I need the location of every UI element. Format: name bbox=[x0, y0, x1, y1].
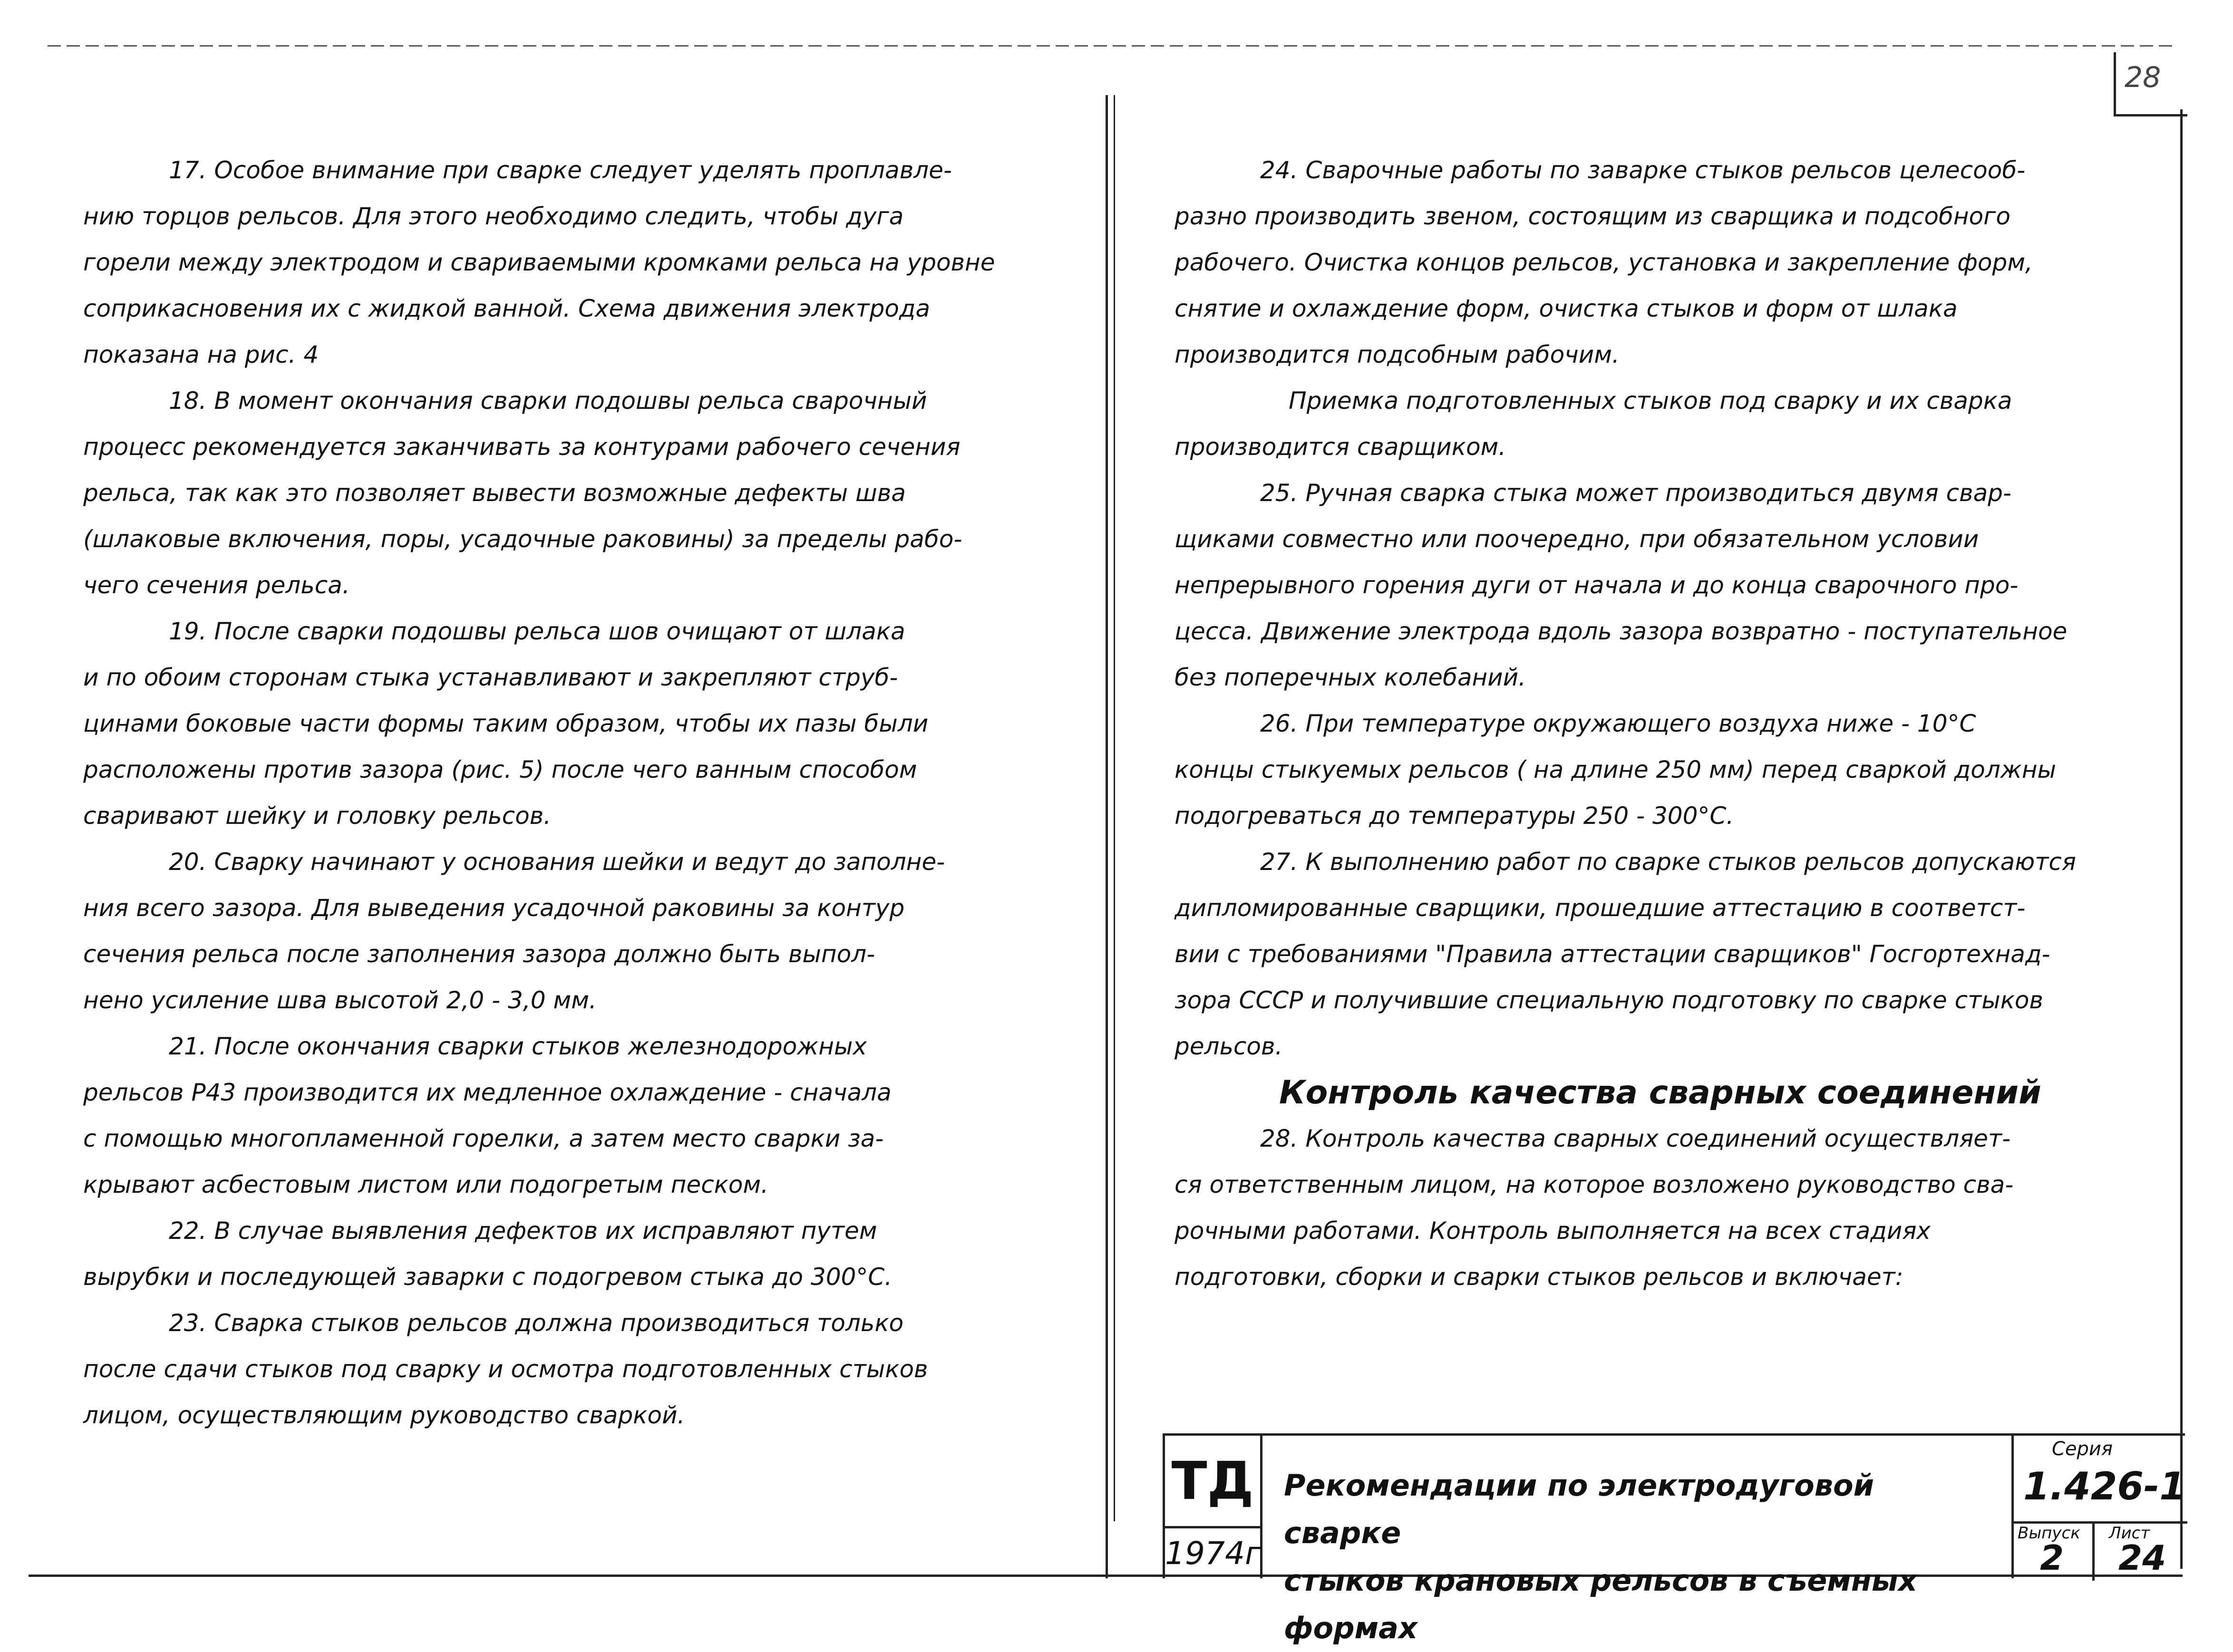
sheet-label: Лист bbox=[2109, 1524, 2150, 1543]
series-box bbox=[2011, 1436, 2187, 1578]
text-line: вии с требованиями "Правила аттестации сварщиков" Госгортехнад- bbox=[1175, 940, 2050, 968]
text-line: 25. Ручная сварка стыка может производиться двумя свар- bbox=[1260, 479, 2012, 507]
text-line: горели между электродом и свариваемыми кромками рельса на уровне bbox=[83, 249, 995, 276]
text-line: 27. К выполнению работ по сварке стыков рельсов допускаются bbox=[1260, 848, 2076, 876]
title-line: Рекомендации по электродуговой сварке bbox=[1284, 1468, 1874, 1550]
text-line: нено усиление шва высотой 2,0 - 3,0 мм. bbox=[83, 986, 597, 1014]
text-line: расположены против зазора (рис. 5) после чего ванным способом bbox=[83, 756, 917, 783]
text-line: 17. Особое внимание при сварке следует уделять проплавле- bbox=[169, 156, 952, 184]
section-heading: Контроль качества сварных соединений bbox=[1279, 1074, 2041, 1111]
text-line: рельса, так как это позволяет вывести возможные дефекты шва bbox=[83, 479, 906, 507]
text-line: вырубки и последующей заварки с подогревом стыка до 300°С. bbox=[83, 1263, 893, 1291]
column-divider bbox=[1106, 95, 1108, 1578]
text-line: 28. Контроль качества сварных соединений осуществляет- bbox=[1260, 1125, 2011, 1152]
text-line: производится сварщиком. bbox=[1175, 433, 1506, 461]
text-line: рочными работами. Контроль выполняется на всех стадиях bbox=[1175, 1217, 1931, 1245]
page-number-box bbox=[2114, 52, 2187, 116]
text-line: щиками совместно или поочередно, при обязательном условии bbox=[1175, 525, 1979, 553]
title-block bbox=[1163, 1433, 2186, 1645]
text-line: 21. После окончания сварки стыков железнодорожных bbox=[169, 1033, 867, 1060]
series-label: Серия bbox=[2052, 1438, 2113, 1460]
text-line: рабочего. Очистка концов рельсов, установка и закрепление форм, bbox=[1175, 249, 2033, 276]
text-line: ния всего зазора. Для выведения усадочной раковины за контур bbox=[83, 894, 905, 922]
text-line: рельсов Р43 производится их медленное охлаждение - сначала bbox=[83, 1079, 892, 1106]
right-column bbox=[1175, 147, 2076, 1300]
text-line: лицом, осуществляющим руководство сваркой. bbox=[83, 1401, 685, 1429]
text-line: цесса. Движение электрода вдоль зазора возвратно - поступательное bbox=[1175, 618, 2068, 645]
text-line: после сдачи стыков под сварку и осмотра подготовленных стыков bbox=[83, 1355, 928, 1383]
sheet-value: 24 bbox=[2118, 1538, 2166, 1578]
text-line: процесс рекомендуется заканчивать за контурами рабочего сечения bbox=[83, 433, 961, 461]
text-line: 23. Сварка стыков рельсов должна производиться только bbox=[169, 1309, 904, 1337]
text-line: снятие и охлаждение форм, очистка стыков и форм от шлака bbox=[1175, 295, 1958, 322]
text-line: подогреваться до температуры 250 - 300°С. bbox=[1175, 802, 1734, 830]
text-line: зора СССР и получившие специальную подготовку по сварке стыков bbox=[1175, 986, 2043, 1014]
text-line: 19. После сварки подошвы рельса шов очищают от шлака bbox=[169, 618, 905, 645]
text-line: чего сечения рельса. bbox=[83, 571, 350, 599]
text-line: 18. В момент окончания сварки подошвы рельса сварочный bbox=[169, 387, 927, 415]
issue-cell bbox=[2014, 1524, 2095, 1581]
text-line: показана на рис. 4 bbox=[83, 341, 319, 368]
org-code: ТД bbox=[1165, 1436, 1262, 1528]
text-line: разно производить звеном, состоящим из сварщика и подсобного bbox=[1175, 203, 2010, 230]
issue-value: 2 bbox=[2040, 1538, 2064, 1578]
right-border-line bbox=[2180, 109, 2183, 1569]
title-line: стыков крановых рельсов в съемных формах bbox=[1284, 1563, 1917, 1645]
text-line: сваривают шейку и головку рельсов. bbox=[83, 802, 552, 830]
issue-label: Выпуск bbox=[2018, 1524, 2080, 1543]
document-title bbox=[1284, 1462, 1997, 1652]
text-line: с помощью многопламенной горелки, а затем место сварки за- bbox=[83, 1125, 884, 1152]
text-line: крывают асбестовым листом или подогретым песком. bbox=[83, 1171, 769, 1198]
text-line: 20. Сварку начинают у основания шейки и ведут до заполне- bbox=[169, 848, 945, 876]
page-number: 28 bbox=[2125, 61, 2161, 94]
text-line: рельсов. bbox=[1175, 1033, 1283, 1060]
text-line: нию торцов рельсов. Для этого необходимо следить, чтобы дуга bbox=[83, 203, 904, 230]
year: 1974г bbox=[1165, 1528, 1262, 1578]
text-line: дипломированные сварщики, прошедшие аттестацию в соответст- bbox=[1175, 894, 2026, 922]
left-column bbox=[83, 147, 995, 1439]
top-dashed-rule bbox=[48, 45, 2178, 47]
text-line: без поперечных колебаний. bbox=[1175, 664, 1526, 691]
text-line: цинами боковые части формы таким образом, чтобы их пазы были bbox=[83, 710, 929, 737]
text-line: непрерывного горения дуги от начала и до конца сварочного про- bbox=[1175, 571, 2019, 599]
text-line: 24. Сварочные работы по заварке стыков рельсов целесооб- bbox=[1260, 156, 2026, 184]
text-line: и по обоим сторонам стыка устанавливают и закрепляют струб- bbox=[83, 664, 898, 691]
text-line: соприкасновения их с жидкой ванной. Схема движения электрода bbox=[83, 295, 931, 322]
text-line: ся ответственным лицом, на которое возложено руководство сва- bbox=[1175, 1171, 2014, 1198]
text-line: (шлаковые включения, поры, усадочные раковины) за пределы рабо- bbox=[83, 525, 962, 553]
column-divider-inner bbox=[1114, 95, 1115, 1521]
text-line: 22. В случае выявления дефектов их исправляют путем bbox=[169, 1217, 877, 1245]
text-line: подготовки, сборки и сварки стыков рельсов и включает: bbox=[1175, 1263, 1903, 1291]
series-value: 1.426-1 bbox=[2023, 1464, 2186, 1508]
text-line: Приемка подготовленных стыков под сварку и их сварка bbox=[1289, 387, 2012, 415]
text-line: производится подсобным рабочим. bbox=[1175, 341, 1620, 368]
issue-sheet-row bbox=[2014, 1521, 2187, 1581]
text-line: 26. При температуре окружающего воздуха ниже - 10°С bbox=[1260, 710, 1976, 737]
text-line: сечения рельса после заполнения зазора должно быть выпол- bbox=[83, 940, 875, 968]
text-line: концы стыкуемых рельсов ( на длине 250 мм) перед сваркой должны bbox=[1175, 756, 2057, 783]
